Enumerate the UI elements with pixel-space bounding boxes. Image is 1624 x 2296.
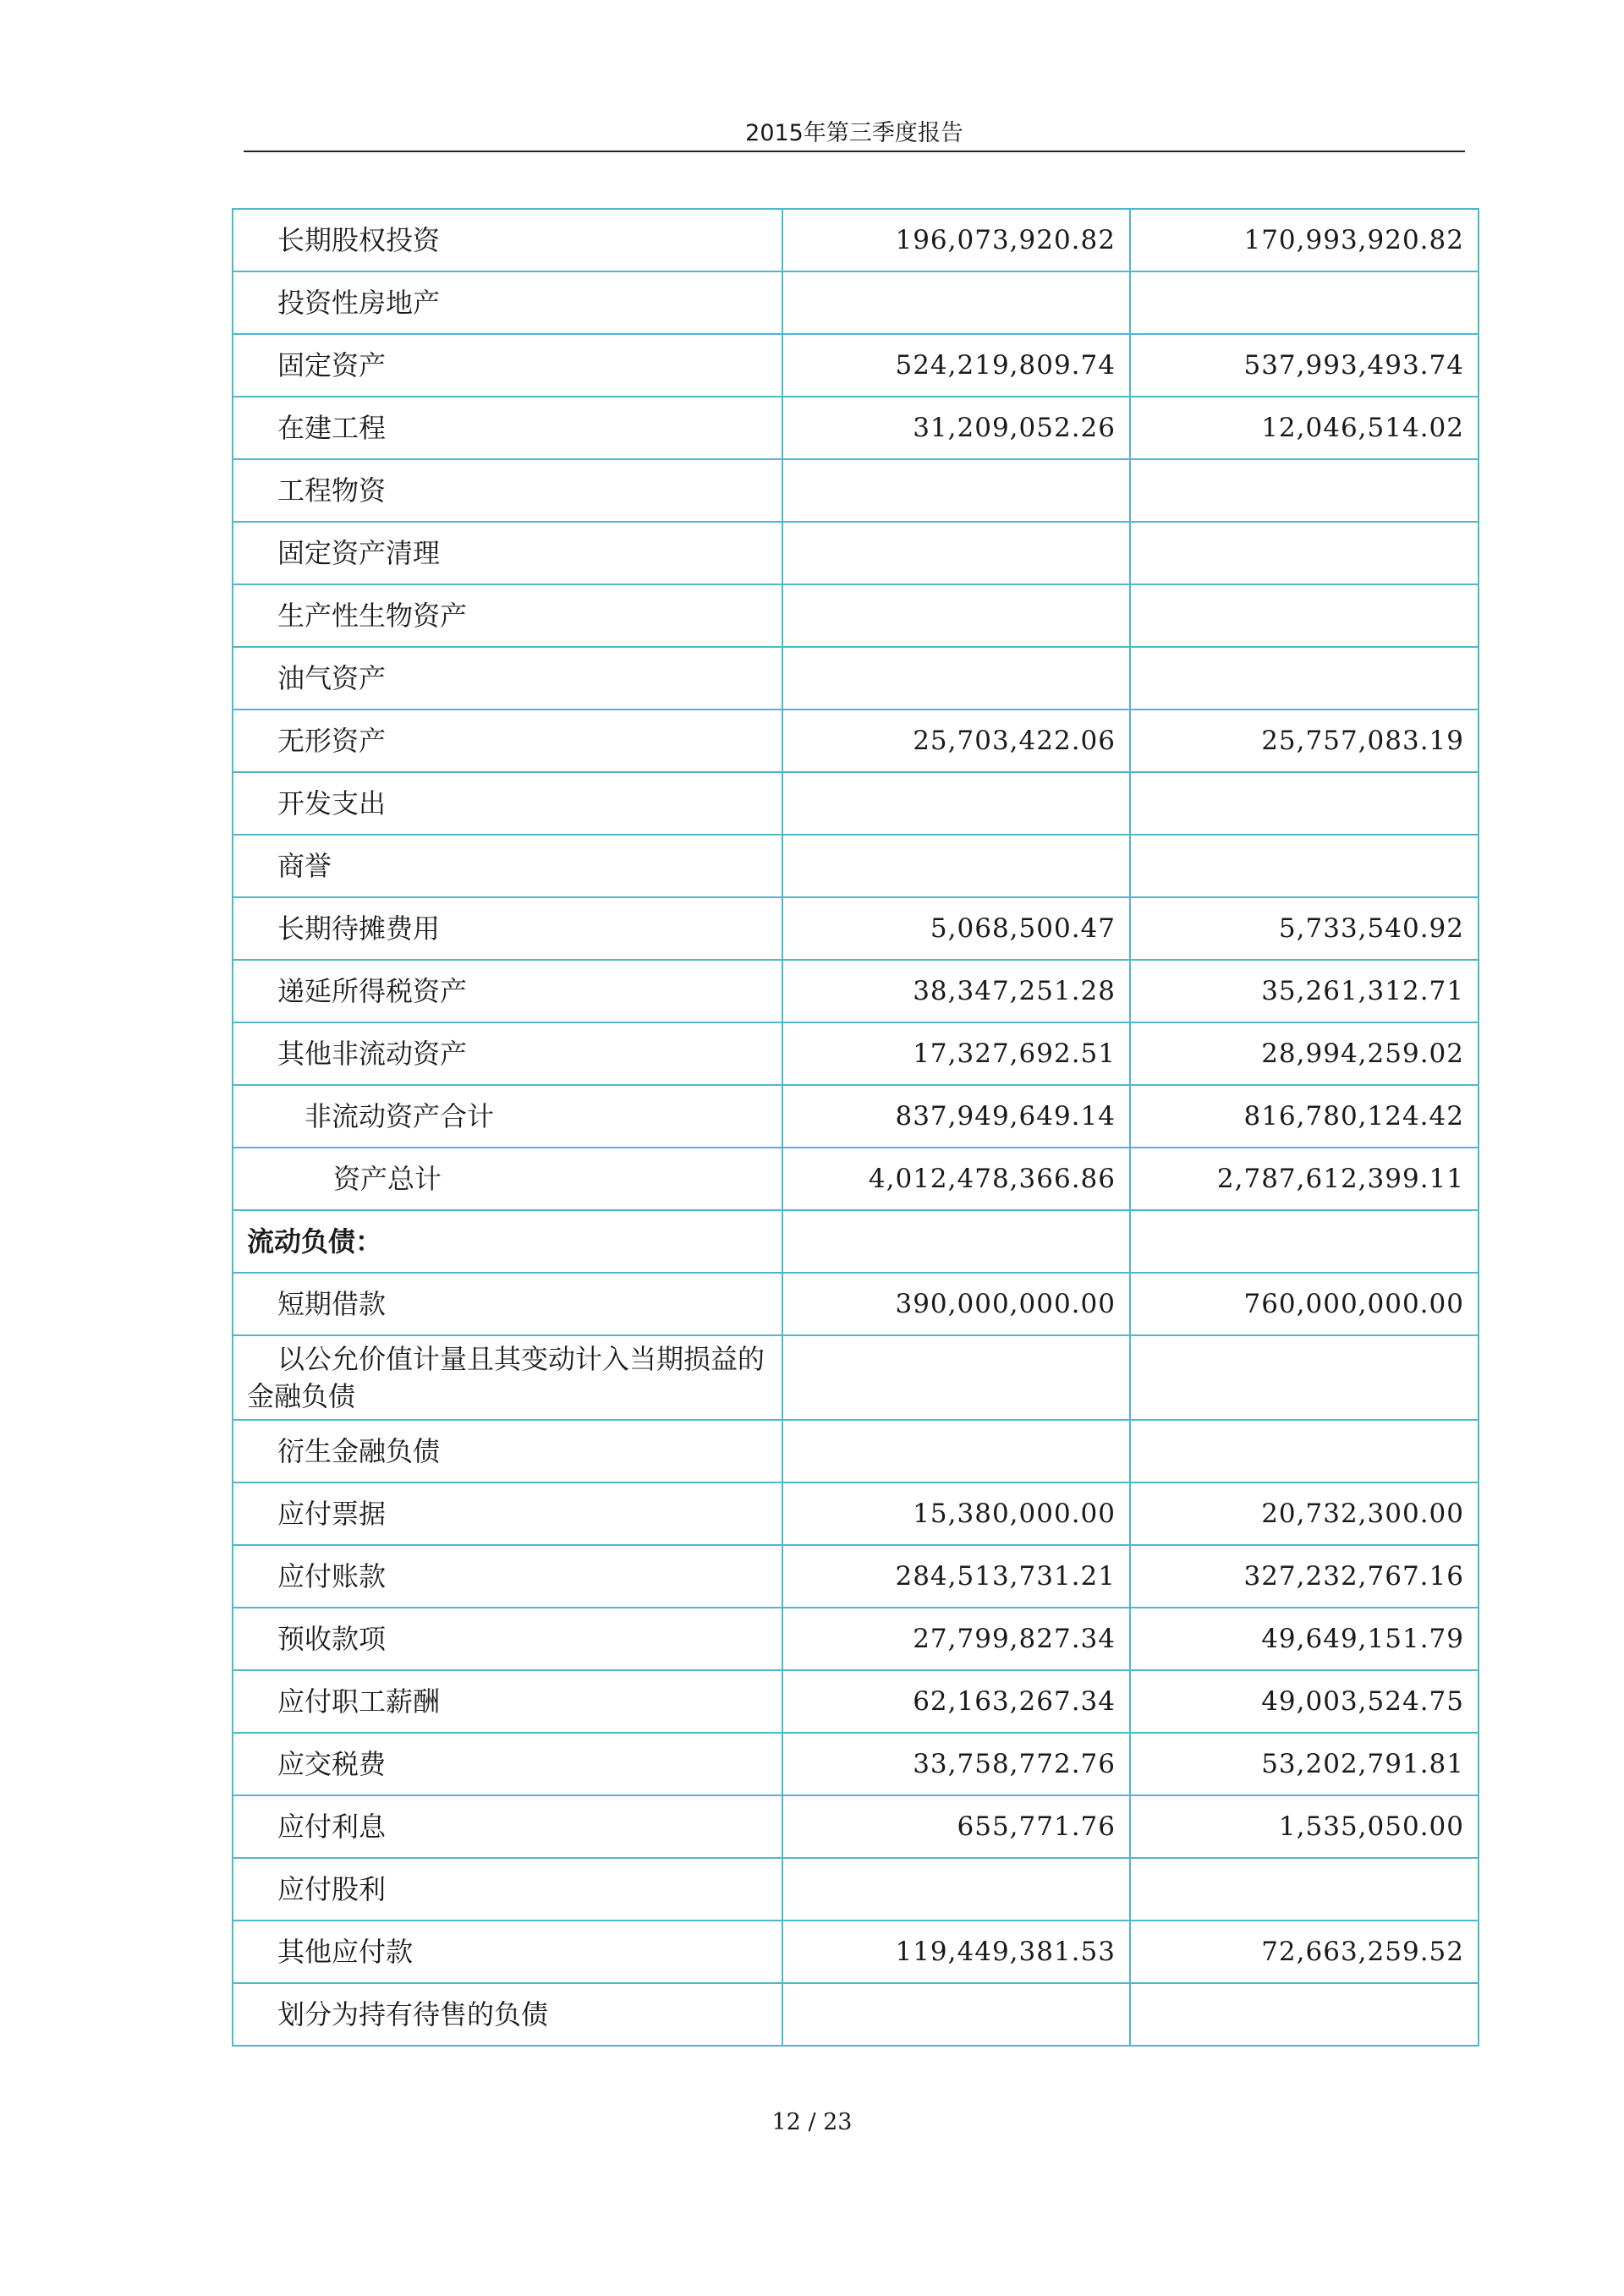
prior-period-value [1130, 459, 1479, 522]
page-number: 12 / 23 [771, 2109, 853, 2135]
prior-period-value [1130, 1335, 1479, 1420]
current-period-value: 196,073,920.82 [782, 209, 1130, 271]
row-label: 其他非流动资产 [233, 1022, 782, 1085]
prior-period-value: 35,261,312.71 [1130, 960, 1479, 1022]
table-row [233, 772, 1479, 835]
table-row [233, 835, 1479, 897]
row-label: 长期待摊费用 [233, 897, 782, 960]
table-row [233, 271, 1479, 334]
row-label: 应付账款 [233, 1545, 782, 1608]
row-label: 长期股权投资 [233, 209, 782, 271]
prior-period-value [1130, 1858, 1479, 1921]
current-period-value: 284,513,731.21 [782, 1545, 1130, 1608]
prior-period-value: 53,202,791.81 [1130, 1733, 1479, 1795]
prior-period-value: 816,780,124.42 [1130, 1085, 1479, 1148]
prior-period-value: 2,787,612,399.11 [1130, 1148, 1479, 1210]
current-period-value [782, 1983, 1130, 2046]
current-period-value: 31,209,052.26 [782, 397, 1130, 459]
prior-period-value: 537,993,493.74 [1130, 334, 1479, 397]
current-period-value: 5,068,500.47 [782, 897, 1130, 960]
table-row [233, 1795, 1479, 1858]
table-row [233, 960, 1479, 1022]
current-period-value [782, 647, 1130, 710]
current-period-value [782, 584, 1130, 647]
current-period-value [782, 1420, 1130, 1482]
current-period-value: 38,347,251.28 [782, 960, 1130, 1022]
row-label: 应付股利 [233, 1858, 782, 1921]
prior-period-value: 5,733,540.92 [1130, 897, 1479, 960]
header-divider [244, 151, 1465, 152]
row-label: 无形资产 [233, 710, 782, 772]
table-row [233, 584, 1479, 647]
table-row [233, 459, 1479, 522]
prior-period-value: 25,757,083.19 [1130, 710, 1479, 772]
table-row [233, 1085, 1479, 1148]
prior-period-value [1130, 1420, 1479, 1482]
prior-period-value: 12,046,514.02 [1130, 397, 1479, 459]
prior-period-value: 170,993,920.82 [1130, 209, 1479, 271]
table-row [233, 1022, 1479, 1085]
current-period-value: 837,949,649.14 [782, 1085, 1130, 1148]
table-row [233, 1983, 1479, 2046]
current-period-value: 62,163,267.34 [782, 1670, 1130, 1733]
current-period-value: 25,703,422.06 [782, 710, 1130, 772]
current-period-value [782, 1335, 1130, 1420]
table-row [233, 1482, 1479, 1545]
prior-period-value [1130, 1983, 1479, 2046]
table-row [233, 1921, 1479, 1983]
table-row [233, 1335, 1479, 1420]
table-row [233, 1608, 1479, 1670]
current-period-value: 27,799,827.34 [782, 1608, 1130, 1670]
current-period-value: 119,449,381.53 [782, 1921, 1130, 1983]
balance-sheet-body [233, 209, 1479, 2046]
current-period-value [782, 1858, 1130, 1921]
prior-period-value [1130, 835, 1479, 897]
prior-period-value [1130, 647, 1479, 710]
row-label: 衍生金融负债 [233, 1420, 782, 1482]
table-row [233, 897, 1479, 960]
row-label: 其他应付款 [233, 1921, 782, 1983]
prior-period-value: 20,732,300.00 [1130, 1482, 1479, 1545]
current-period-value [782, 459, 1130, 522]
prior-period-value [1130, 271, 1479, 334]
row-label: 在建工程 [233, 397, 782, 459]
table-row [233, 1210, 1479, 1273]
current-period-value [782, 271, 1130, 334]
table-row [233, 334, 1479, 397]
row-label: 流动负债： [233, 1210, 782, 1273]
row-label: 应付利息 [233, 1795, 782, 1858]
table-row [233, 1273, 1479, 1335]
prior-period-value: 72,663,259.52 [1130, 1921, 1479, 1983]
balance-sheet-table [232, 208, 1479, 2047]
row-label: 短期借款 [233, 1273, 782, 1335]
table-row [233, 209, 1479, 271]
table-row [233, 1545, 1479, 1608]
prior-period-value: 327,232,767.16 [1130, 1545, 1479, 1608]
prior-period-value [1130, 584, 1479, 647]
table-row [233, 1148, 1479, 1210]
row-label: 商誉 [233, 835, 782, 897]
table-row [233, 522, 1479, 584]
table-row [233, 647, 1479, 710]
prior-period-value: 28,994,259.02 [1130, 1022, 1479, 1085]
row-label: 应付票据 [233, 1482, 782, 1545]
current-period-value: 4,012,478,366.86 [782, 1148, 1130, 1210]
current-period-value [782, 522, 1130, 584]
row-label: 应交税费 [233, 1733, 782, 1795]
row-label: 以公允价值计量且其变动计入当期损益的金融负债 [233, 1335, 782, 1420]
prior-period-value [1130, 522, 1479, 584]
table-row [233, 397, 1479, 459]
row-label: 开发支出 [233, 772, 782, 835]
table-row [233, 710, 1479, 772]
table-row [233, 1670, 1479, 1733]
current-period-value: 390,000,000.00 [782, 1273, 1130, 1335]
row-label: 固定资产 [233, 334, 782, 397]
current-period-value: 15,380,000.00 [782, 1482, 1130, 1545]
row-label: 油气资产 [233, 647, 782, 710]
page-header-title: 2015年第三季度报告 [745, 120, 963, 146]
table-row [233, 1733, 1479, 1795]
row-label: 划分为持有待售的负债 [233, 1983, 782, 2046]
row-label: 固定资产清理 [233, 522, 782, 584]
row-label: 资产总计 [233, 1148, 782, 1210]
current-period-value [782, 835, 1130, 897]
current-period-value: 33,758,772.76 [782, 1733, 1130, 1795]
table-row [233, 1420, 1479, 1482]
row-label: 预收款项 [233, 1608, 782, 1670]
row-label: 工程物资 [233, 459, 782, 522]
current-period-value [782, 1210, 1130, 1273]
prior-period-value: 49,649,151.79 [1130, 1608, 1479, 1670]
current-period-value [782, 772, 1130, 835]
row-label: 应付职工薪酬 [233, 1670, 782, 1733]
current-period-value: 655,771.76 [782, 1795, 1130, 1858]
row-label: 递延所得税资产 [233, 960, 782, 1022]
prior-period-value: 760,000,000.00 [1130, 1273, 1479, 1335]
row-label: 非流动资产合计 [233, 1085, 782, 1148]
prior-period-value: 1,535,050.00 [1130, 1795, 1479, 1858]
prior-period-value [1130, 772, 1479, 835]
row-label: 生产性生物资产 [233, 584, 782, 647]
row-label: 投资性房地产 [233, 271, 782, 334]
current-period-value: 524,219,809.74 [782, 334, 1130, 397]
current-period-value: 17,327,692.51 [782, 1022, 1130, 1085]
prior-period-value [1130, 1210, 1479, 1273]
table-row [233, 1858, 1479, 1921]
prior-period-value: 49,003,524.75 [1130, 1670, 1479, 1733]
